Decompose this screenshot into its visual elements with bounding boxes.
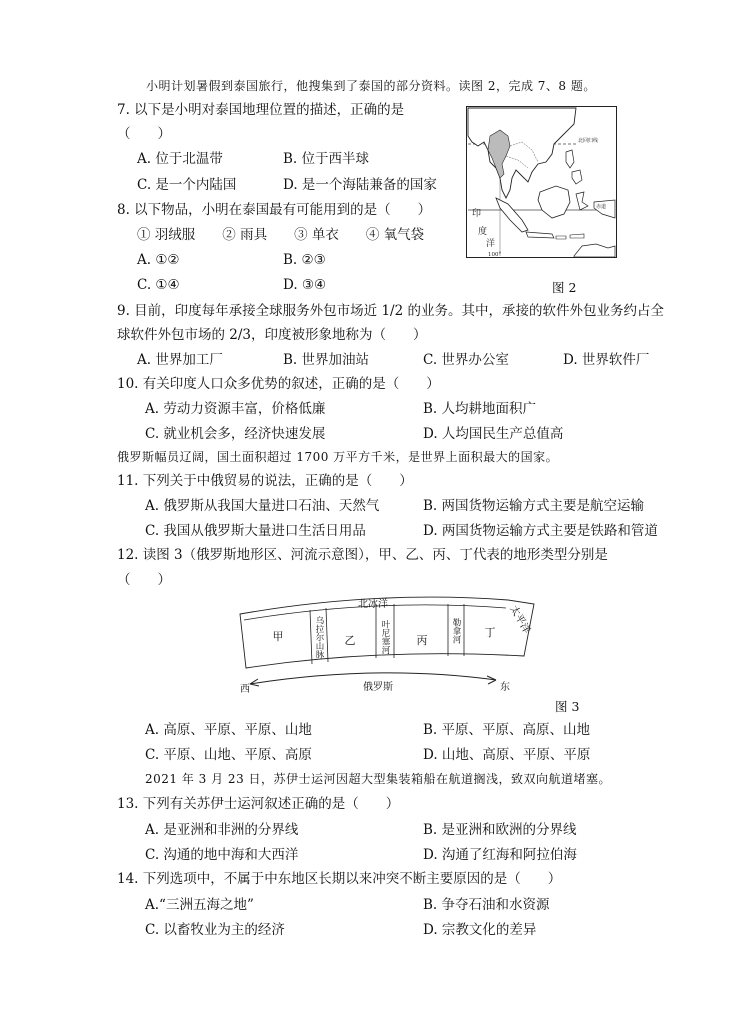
fig3-label-east: 东 — [500, 682, 510, 693]
q7-option-a: A. 位于北温带 — [137, 151, 223, 167]
map-label-yang: 洋 — [486, 239, 496, 249]
q8-option-c: C. ①④ — [137, 277, 180, 293]
q9-option-d: D. 世界软件厂 — [563, 352, 650, 368]
map-label-tropic: 北回归线 — [578, 138, 599, 144]
q10-option-a: A. 劳动力资源丰富，价格低廉 — [145, 401, 326, 417]
q12-option-a: A. 高原、平原、平原、山地 — [145, 722, 312, 738]
q7-option-b: B. 位于西半球 — [283, 151, 370, 167]
q10-option-c: C. 就业机会多，经济快速发展 — [145, 426, 326, 442]
russia-landform-diagram — [228, 594, 538, 706]
q13-option-c: C. 沟通的地中海和大西洋 — [145, 847, 299, 863]
q8-option-a: A. ①② — [137, 252, 180, 268]
fig3-label-ural: 乌拉尔山脉 — [314, 616, 324, 659]
q13-option-b: B. 是亚洲和欧洲的分界线 — [423, 822, 577, 838]
fig3-label-bing: 丙 — [416, 634, 428, 647]
q11-option-b: B. 两国货物运输方式主要是航空运输 — [423, 498, 645, 514]
q10-option-b: B. 人均耕地面积广 — [423, 401, 537, 417]
q9-stem-line1: 9. 目前，印度每年承接全球服务外包市场近 1/2 的业务。其中，承接的软件外包业务约占全 — [117, 303, 664, 319]
fig3-label-lena: 勒拿河 — [451, 618, 461, 644]
intro-russia: 俄罗斯幅员辽阔，国土面积超过 1700 万平方千米，是世界上面积最大的国家。 — [117, 450, 559, 464]
map-label-yin: 印 — [472, 209, 482, 219]
q12-answer-paren: （ ） — [117, 572, 171, 588]
map2-caption: 图 2 — [552, 280, 577, 295]
fig3-label-ding: 丁 — [484, 626, 496, 639]
q11-stem: 11. 下列关于中俄贸易的说法，正确的是（ ） — [117, 473, 413, 489]
intro-suez: 2021 年 3 月 23 日，苏伊士运河因超大型集装箱船在航道搁浅，致双向航道堵塞。 — [145, 772, 612, 786]
q8-option-b: B. ②③ — [283, 252, 326, 268]
q11-option-d: D. 两国货物运输方式主要是铁路和管道 — [423, 523, 658, 539]
q7-option-c: C. 是一个内陆国 — [137, 177, 237, 193]
q7-answer-paren: （ ） — [117, 126, 171, 142]
q12-option-d: D. 山地、高原、平原、平原 — [423, 747, 591, 763]
map-label-equator: 赤道 — [596, 204, 607, 210]
q14-stem: 14. 下列选项中，不属于中东地区长期以来冲突不断主要原因的是（ ） — [117, 871, 562, 887]
q12-option-b: B. 平原、平原、高原、山地 — [423, 722, 591, 738]
fig3-label-yi: 乙 — [344, 634, 356, 647]
fig3-label-pacific: 太平洋 — [507, 604, 532, 636]
q8-option-d: D. ③④ — [283, 277, 327, 293]
q11-option-a: A. 俄罗斯从我国大量进口石油、天然气 — [145, 498, 380, 514]
map-label-du: 度 — [478, 227, 488, 237]
q14-option-a: A.“三洲五海之地” — [145, 897, 254, 913]
fig3-caption: 图 3 — [555, 699, 580, 714]
q14-option-b: B. 争夺石油和水资源 — [423, 897, 550, 913]
q11-option-c: C. 我国从俄罗斯大量进口生活日用品 — [145, 523, 366, 539]
q10-stem: 10. 有关印度人口众多优势的叙述，正确的是（ ） — [117, 376, 440, 392]
q12-stem: 12. 读图 3（俄罗斯地形区、河流示意图），甲、乙、丙、丁代表的地形类型分别是 — [117, 547, 608, 563]
q9-option-b: B. 世界加油站 — [283, 352, 370, 368]
intro-thailand: 小明计划暑假到泰国旅行，他搜集到了泰国的部分资料。读图 2，完成 7、8 题。 — [146, 79, 596, 93]
q8-items: ① 羽绒服 ② 雨具 ③ 单衣 ④ 氧气袋 — [137, 227, 425, 243]
q10-option-d: D. 人均国民生产总值高 — [423, 426, 564, 442]
map-label-longitude: 100° — [488, 252, 502, 258]
q8-stem: 8. 以下物品，小明在泰国最有可能用到的是（ ） — [117, 202, 432, 218]
q12-option-c: C. 平原、山地、平原、高原 — [145, 747, 312, 763]
fig3-label-arctic: 北冰洋 — [358, 599, 388, 610]
q7-stem: 7. 以下是小明对泰国地理位置的描述，正确的是 — [117, 102, 405, 118]
q9-option-a: A. 世界加工厂 — [137, 352, 223, 368]
q13-stem: 13. 下列有关苏伊士运河叙述正确的是（ ） — [117, 796, 400, 812]
q14-option-d: D. 宗教文化的差异 — [423, 922, 537, 938]
q9-stem-line2: 球软件外包市场的 2/3，印度被形象地称为（ ） — [117, 327, 427, 343]
q7-option-d: D. 是一个海陆兼备的国家 — [283, 177, 437, 193]
fig3-label-west: 西 — [240, 684, 250, 695]
q9-option-c: C. 世界办公室 — [423, 352, 509, 368]
fig3-label-russia: 俄罗斯 — [363, 682, 393, 693]
q13-option-a: A. 是亚洲和非洲的分界线 — [145, 822, 299, 838]
southeast-asia-map — [466, 106, 617, 258]
q13-option-d: D. 沟通了红海和阿拉伯海 — [423, 847, 577, 863]
fig3-label-jia: 甲 — [272, 630, 284, 643]
fig3-label-yenisei: 叶尼塞河 — [380, 620, 390, 654]
q14-option-c: C. 以畜牧业为主的经济 — [145, 922, 285, 938]
